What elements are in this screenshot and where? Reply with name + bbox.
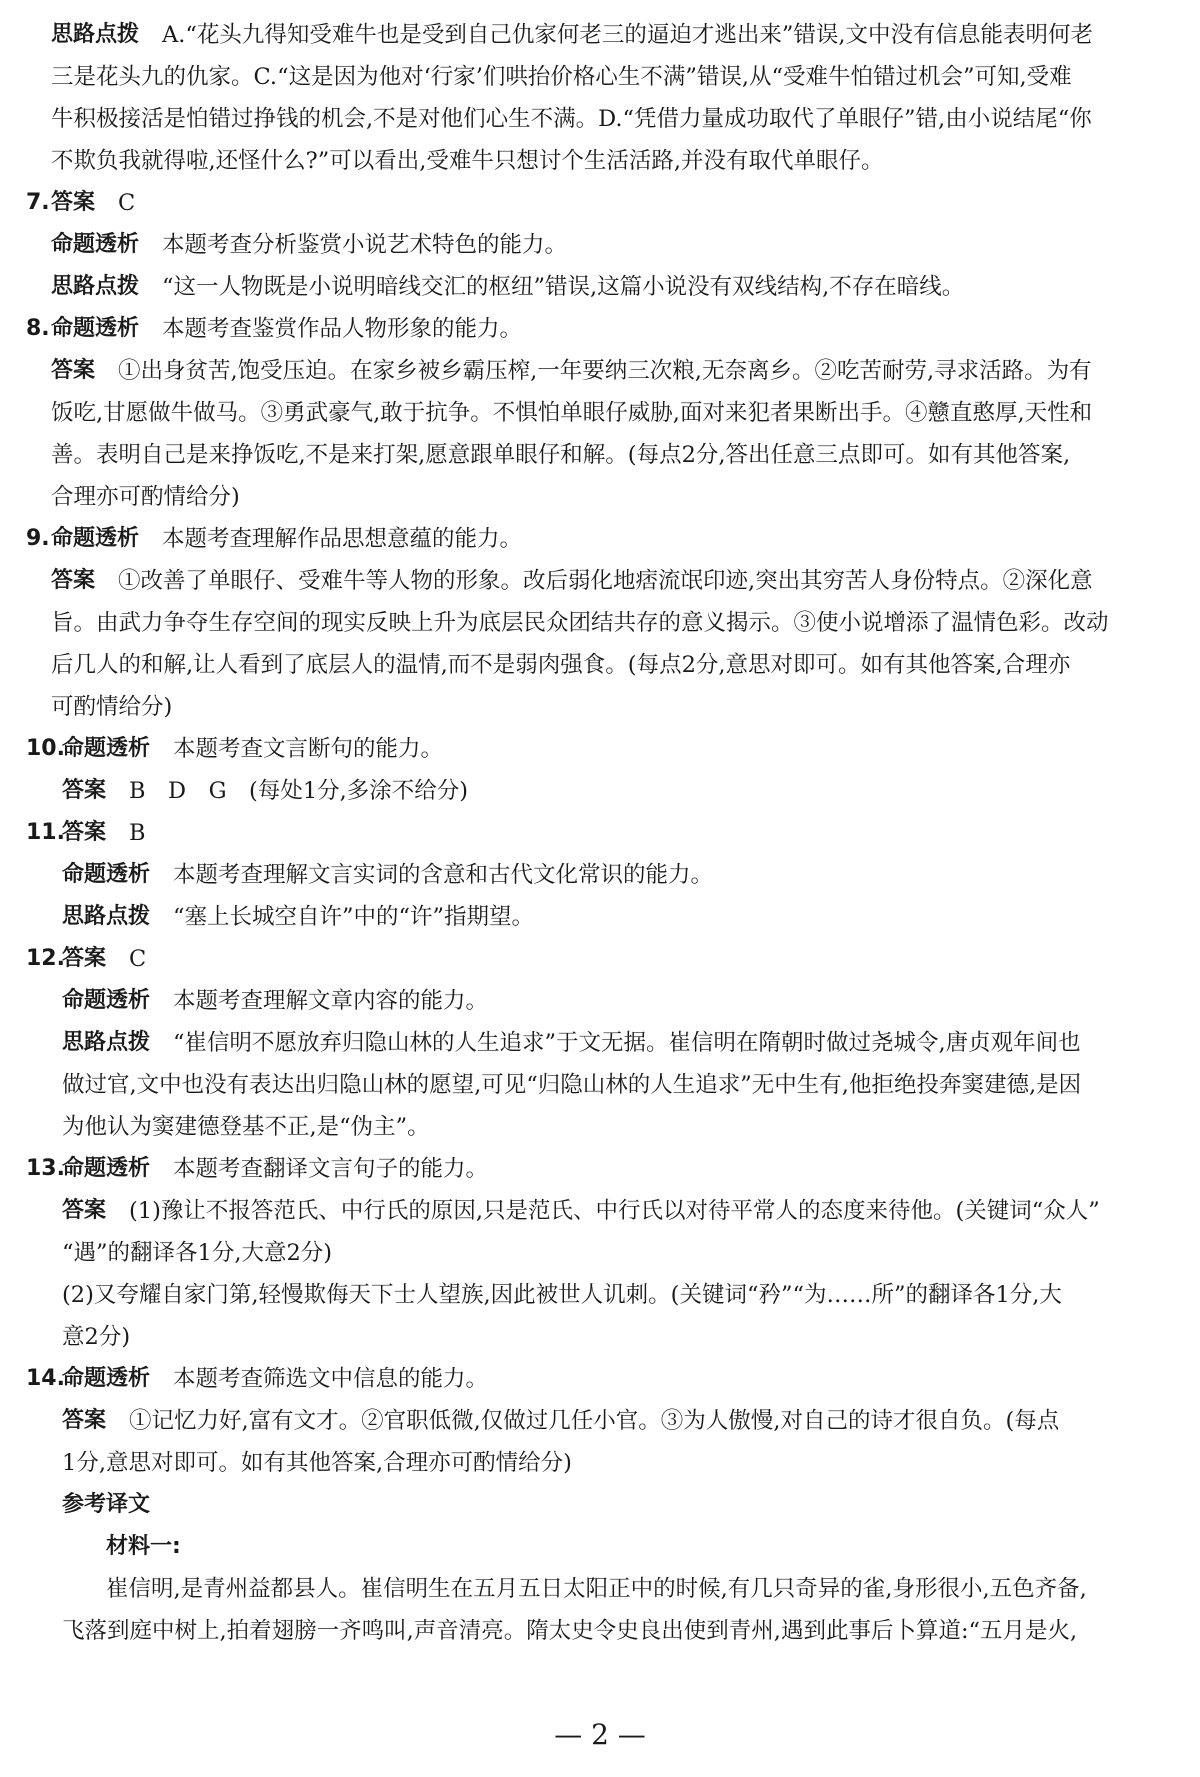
text-line: [0, 56, 1200, 98]
text-line: [0, 602, 1200, 644]
text-line: [0, 1190, 1200, 1232]
text-line: [0, 854, 1200, 896]
question-line: [0, 182, 1200, 224]
line-text: 牛积极接活是怕错过挣钱的机会,不是对他们心生不满。D.“凭借力量成功取代了单眼仔”错,由小说结尾“你: [51, 106, 1092, 132]
line-text: 后几人的和解,让人看到了底层人的温情,而不是弱肉强食。(每点2分,意思对即可。如有其他答案,合理亦: [51, 652, 1071, 678]
line-text: 为他认为窦建德登基不正,是“伪主”。: [62, 1114, 430, 1140]
text-line: [0, 1316, 1200, 1358]
line-text: A.“花头九得知受难牛也是受到自己仇家何老三的逼迫才逃出来”错误,文中没有信息能表明何老: [162, 22, 1094, 48]
line-text: “遇”的翻译各1分,大意2分): [62, 1240, 333, 1266]
line-text: B: [129, 820, 146, 846]
line-text: “崔信明不愿放弃归隐山林的人生追求”于文无据。崔信明在隋朝时做过尧城令,唐贞观年间也: [173, 1030, 1081, 1056]
line-text: 崔信明,是青州益都县人。崔信明生在五月五日太阳正中的时候,有几只奇异的雀,身形很小,五色齐备,: [106, 1576, 1087, 1602]
text-line: [0, 1484, 1200, 1526]
line-text: 合理亦可酌情给分): [51, 484, 240, 510]
question-number: 10.: [26, 736, 65, 761]
text-line: [0, 1064, 1200, 1106]
text-line: [0, 980, 1200, 1022]
line-text: 飞落到庭中树上,拍着翅膀一齐鸣叫,声音清亮。隋太史令史良出使到青州,遇到此事后卜算道:“五月是火,: [62, 1618, 1078, 1644]
section-label: 答案: [62, 778, 107, 803]
text-line: [0, 644, 1200, 686]
question-number: 12.: [26, 946, 65, 971]
text-line: [0, 770, 1200, 812]
text-line: [0, 1232, 1200, 1274]
line-text: C: [118, 190, 136, 216]
section-label: 答案: [62, 1198, 107, 1223]
text-line: [0, 1400, 1200, 1442]
text-line: [0, 1568, 1200, 1610]
section-label: 答案: [62, 1408, 107, 1433]
question-line: [0, 1358, 1200, 1400]
section-label: 思路点拨: [62, 904, 151, 929]
text-line: [0, 434, 1200, 476]
text-line: [0, 392, 1200, 434]
line-text: 本题考查翻译文言句子的能力。: [173, 1156, 489, 1182]
line-text: 不欺负我就得啦,还怪什么?”可以看出,受难牛只想讨个生活活路,并没有取代单眼仔。: [51, 148, 884, 174]
line-text: 做过官,文中也没有表达出归隐山林的愿望,可见“归隐山林的人生追求”无中生有,他拒绝投奔窦建德,是因: [62, 1072, 1082, 1098]
line-text: 旨。由武力争夺生存空间的现实反映上升为底层民众团结共存的意义揭示。③使小说增添了温情色彩。改动: [51, 610, 1109, 636]
text-line: [0, 1526, 1200, 1568]
line-text: 善。表明自己是来挣饭吃,不是来打架,愿意跟单眼仔和解。(每点2分,答出任意三点即可。如有其他答案,: [51, 442, 1071, 468]
section-label: 命题透析: [62, 736, 151, 761]
section-label: 命题透析: [62, 988, 151, 1013]
section-label: 答案: [51, 358, 96, 383]
question-line: [0, 812, 1200, 854]
line-text: B D G (每处1分,多涂不给分): [129, 778, 469, 804]
line-text: C: [129, 946, 147, 972]
question-line: [0, 308, 1200, 350]
text-line: [0, 1022, 1200, 1064]
question-line: [0, 1148, 1200, 1190]
text-line: [0, 560, 1200, 602]
line-text: ①改善了单眼仔、受难牛等人物的形象。改后弱化地痞流氓印迹,突出其穷苦人身份特点。②深化意: [118, 568, 1093, 594]
text-line: [0, 1274, 1200, 1316]
line-text: 本题考查分析鉴赏小说艺术特色的能力。: [162, 232, 568, 258]
question-line: [0, 728, 1200, 770]
line-text: 可酌情给分): [51, 694, 173, 720]
text-line: [0, 98, 1200, 140]
line-text: “这一人物既是小说明暗线交汇的枢纽”错误,这篇小说没有双线结构,不存在暗线。: [162, 274, 965, 300]
text-line: [0, 896, 1200, 938]
section-label: 答案: [62, 946, 107, 971]
line-text: ①出身贫苦,饱受压迫。在家乡被乡霸压榨,一年要纳三次粮,无奈离乡。②吃苦耐劳,寻求活路。为有: [118, 358, 1092, 384]
text-line: [0, 350, 1200, 392]
line-text: 本题考查理解文言实词的含意和古代文化常识的能力。: [173, 862, 714, 888]
page-number: — 2 —: [554, 1718, 646, 1751]
question-number: 14.: [26, 1366, 65, 1391]
line-text: 饭吃,甘愿做牛做马。③勇武豪气,敢于抗争。不惧怕单眼仔威胁,面对来犯者果断出手。④戆直憨厚,天性和: [51, 400, 1093, 426]
section-label: 命题透析: [51, 526, 140, 551]
question-number: 13.: [26, 1156, 65, 1181]
question-number: 7.: [26, 190, 50, 215]
text-line: [0, 140, 1200, 182]
section-label: 思路点拨: [62, 1030, 151, 1055]
question-number: 9.: [26, 526, 50, 551]
line-text: 本题考查理解作品思想意蕴的能力。: [162, 526, 523, 552]
text-line: [0, 476, 1200, 518]
text-line: [0, 224, 1200, 266]
line-text: (1)豫让不报答范氏、中行氏的原因,只是范氏、中行氏以对待平常人的态度来待他。(关键词“众人”: [129, 1198, 1100, 1224]
line-text: 1分,意思对即可。如有其他答案,合理亦可酌情给分): [62, 1450, 572, 1476]
section-label: 思路点拨: [51, 22, 140, 47]
line-text: 本题考查鉴赏作品人物形象的能力。: [162, 316, 523, 342]
section-label: 命题透析: [51, 316, 140, 341]
question-number: 8.: [26, 316, 50, 341]
section-label: 答案: [51, 190, 96, 215]
line-text: (2)又夸耀自家门第,轻慢欺侮天下士人望族,因此被世人讥刺。(关键词“矜”“为……所”的翻译各1分,大: [62, 1282, 1062, 1308]
text-line: [0, 1442, 1200, 1484]
text-line: [0, 14, 1200, 56]
line-text: “塞上长城空自许”中的“许”指期望。: [173, 904, 535, 930]
line-text: 本题考查理解文章内容的能力。: [173, 988, 489, 1014]
section-label: 答案: [62, 820, 107, 845]
line-text: 本题考查文言断句的能力。: [173, 736, 444, 762]
question-line: [0, 518, 1200, 560]
text-line: [0, 1106, 1200, 1148]
section-label: 命题透析: [51, 232, 140, 257]
line-text: 三是花头九的仇家。C.“这是因为他对‘行家’们哄抬价格心生不满”错误,从“受难牛怕错过机会”可知,受难: [51, 64, 1072, 90]
section-label: 命题透析: [62, 1366, 151, 1391]
section-label: 答案: [51, 568, 96, 593]
question-line: [0, 938, 1200, 980]
section-label: 参考译文: [62, 1492, 151, 1517]
section-label: 命题透析: [62, 862, 151, 887]
section-label: 材料一:: [106, 1534, 181, 1559]
line-text: ①记忆力好,富有文才。②官职低微,仅做过几任小官。③为人傲慢,对自己的诗才很自负。(每点: [129, 1408, 1060, 1434]
line-text: 本题考查筛选文中信息的能力。: [173, 1366, 489, 1392]
section-label: 命题透析: [62, 1156, 151, 1181]
text-line: [0, 1610, 1200, 1652]
text-line: [0, 686, 1200, 728]
text-line: [0, 266, 1200, 308]
line-text: 意2分): [62, 1324, 131, 1350]
section-label: 思路点拨: [51, 274, 140, 299]
question-number: 11.: [26, 820, 65, 845]
